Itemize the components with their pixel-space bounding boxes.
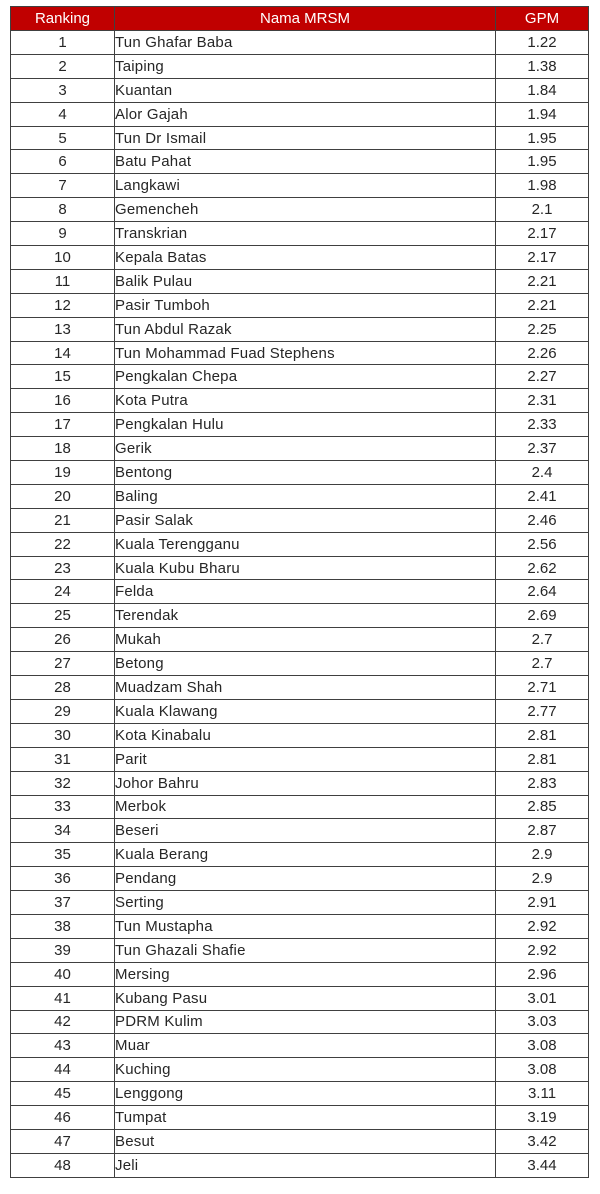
mrsm-name-cell: Pengkalan Chepa	[115, 365, 496, 389]
mrsm-name-cell: Mersing	[115, 962, 496, 986]
rank-cell: 21	[11, 508, 115, 532]
table-row	[11, 938, 589, 962]
gpm-cell: 2.69	[496, 604, 589, 628]
header-row	[11, 7, 589, 31]
gpm-cell: 2.85	[496, 795, 589, 819]
rank-cell: 11	[11, 269, 115, 293]
gpm-cell: 2.91	[496, 891, 589, 915]
mrsm-name-cell: Langkawi	[115, 174, 496, 198]
table-row	[11, 532, 589, 556]
table-row	[11, 795, 589, 819]
gpm-cell: 2.62	[496, 556, 589, 580]
mrsm-name-cell: Gemencheh	[115, 198, 496, 222]
table-row	[11, 1058, 589, 1082]
table-row	[11, 747, 589, 771]
mrsm-name-cell: Tun Ghazali Shafie	[115, 938, 496, 962]
gpm-cell: 2.33	[496, 413, 589, 437]
table-row	[11, 317, 589, 341]
mrsm-name-cell: Pendang	[115, 867, 496, 891]
table-row	[11, 293, 589, 317]
gpm-cell: 2.21	[496, 293, 589, 317]
table-row	[11, 246, 589, 270]
rank-cell: 43	[11, 1034, 115, 1058]
rank-cell: 27	[11, 652, 115, 676]
gpm-cell: 2.64	[496, 580, 589, 604]
table-row	[11, 723, 589, 747]
rank-cell: 45	[11, 1082, 115, 1106]
rank-cell: 40	[11, 962, 115, 986]
gpm-cell: 2.25	[496, 317, 589, 341]
table-row	[11, 819, 589, 843]
gpm-cell: 2.56	[496, 532, 589, 556]
mrsm-name-cell: Kuala Klawang	[115, 699, 496, 723]
rank-cell: 1	[11, 31, 115, 55]
table-row	[11, 1010, 589, 1034]
rank-cell: 33	[11, 795, 115, 819]
mrsm-name-cell: Kuala Kubu Bharu	[115, 556, 496, 580]
mrsm-name-cell: Kuala Terengganu	[115, 532, 496, 556]
gpm-cell: 3.08	[496, 1058, 589, 1082]
rank-cell: 6	[11, 150, 115, 174]
mrsm-name-cell: Baling	[115, 484, 496, 508]
gpm-cell: 2.27	[496, 365, 589, 389]
table-row	[11, 699, 589, 723]
mrsm-name-cell: Tun Ghafar Baba	[115, 31, 496, 55]
rank-cell: 7	[11, 174, 115, 198]
gpm-cell: 3.08	[496, 1034, 589, 1058]
gpm-cell: 1.94	[496, 102, 589, 126]
gpm-cell: 1.38	[496, 54, 589, 78]
gpm-cell: 3.11	[496, 1082, 589, 1106]
mrsm-name-cell: Kuching	[115, 1058, 496, 1082]
gpm-cell: 2.41	[496, 484, 589, 508]
rank-cell: 46	[11, 1106, 115, 1130]
table-header	[11, 7, 589, 31]
mrsm-name-cell: Tun Dr Ismail	[115, 126, 496, 150]
table-row	[11, 604, 589, 628]
rank-cell: 35	[11, 843, 115, 867]
mrsm-name-cell: Taiping	[115, 54, 496, 78]
table-row	[11, 413, 589, 437]
rank-cell: 31	[11, 747, 115, 771]
gpm-cell: 3.44	[496, 1153, 589, 1177]
table-row	[11, 461, 589, 485]
table-row	[11, 556, 589, 580]
rank-cell: 41	[11, 986, 115, 1010]
table-row	[11, 341, 589, 365]
mrsm-name-cell: Kota Kinabalu	[115, 723, 496, 747]
mrsm-name-cell: Felda	[115, 580, 496, 604]
mrsm-name-cell: Muar	[115, 1034, 496, 1058]
mrsm-name-cell: Tun Mustapha	[115, 914, 496, 938]
gpm-cell: 2.17	[496, 246, 589, 270]
table-row	[11, 102, 589, 126]
mrsm-name-cell: Transkrian	[115, 222, 496, 246]
table-row	[11, 1034, 589, 1058]
mrsm-name-cell: Besut	[115, 1129, 496, 1153]
table-row	[11, 508, 589, 532]
mrsm-name-cell: Mukah	[115, 628, 496, 652]
mrsm-name-cell: Kepala Batas	[115, 246, 496, 270]
gpm-cell: 2.46	[496, 508, 589, 532]
table-row	[11, 174, 589, 198]
gpm-cell: 2.1	[496, 198, 589, 222]
table-row	[11, 31, 589, 55]
gpm-cell: 2.31	[496, 389, 589, 413]
table-row	[11, 676, 589, 700]
mrsm-name-cell: Kuala Berang	[115, 843, 496, 867]
table-row	[11, 771, 589, 795]
table-row	[11, 150, 589, 174]
mrsm-name-cell: Pasir Salak	[115, 508, 496, 532]
ranking-sheet	[10, 6, 589, 1178]
mrsm-name-cell: Tumpat	[115, 1106, 496, 1130]
rank-cell: 37	[11, 891, 115, 915]
table-row	[11, 126, 589, 150]
rank-cell: 42	[11, 1010, 115, 1034]
table-row	[11, 580, 589, 604]
gpm-cell: 2.21	[496, 269, 589, 293]
rank-cell: 30	[11, 723, 115, 747]
rank-cell: 38	[11, 914, 115, 938]
rank-cell: 10	[11, 246, 115, 270]
gpm-cell: 2.87	[496, 819, 589, 843]
rank-cell: 13	[11, 317, 115, 341]
gpm-cell: 2.77	[496, 699, 589, 723]
mrsm-name-cell: Balik Pulau	[115, 269, 496, 293]
rank-cell: 47	[11, 1129, 115, 1153]
mrsm-name-cell: Parit	[115, 747, 496, 771]
rank-cell: 14	[11, 341, 115, 365]
rank-cell: 22	[11, 532, 115, 556]
table-row	[11, 652, 589, 676]
rank-cell: 4	[11, 102, 115, 126]
gpm-cell: 3.03	[496, 1010, 589, 1034]
rank-cell: 20	[11, 484, 115, 508]
table-row	[11, 843, 589, 867]
mrsm-name-cell: Beseri	[115, 819, 496, 843]
rank-cell: 18	[11, 437, 115, 461]
gpm-cell: 2.81	[496, 747, 589, 771]
rank-cell: 48	[11, 1153, 115, 1177]
mrsm-name-cell: Kubang Pasu	[115, 986, 496, 1010]
header-gpm: GPM	[496, 7, 589, 31]
rank-cell: 32	[11, 771, 115, 795]
mrsm-name-cell: Kota Putra	[115, 389, 496, 413]
gpm-cell: 1.22	[496, 31, 589, 55]
header-nama-mrsm: Nama MRSM	[115, 7, 496, 31]
mrsm-name-cell: Tun Mohammad Fuad Stephens	[115, 341, 496, 365]
table-row	[11, 867, 589, 891]
rank-cell: 3	[11, 78, 115, 102]
gpm-cell: 2.37	[496, 437, 589, 461]
gpm-cell: 3.42	[496, 1129, 589, 1153]
table-row	[11, 222, 589, 246]
rank-cell: 8	[11, 198, 115, 222]
gpm-cell: 2.4	[496, 461, 589, 485]
gpm-cell: 2.26	[496, 341, 589, 365]
gpm-cell: 2.92	[496, 914, 589, 938]
rank-cell: 44	[11, 1058, 115, 1082]
gpm-cell: 2.71	[496, 676, 589, 700]
ranking-table	[10, 6, 589, 1178]
mrsm-name-cell: Pasir Tumboh	[115, 293, 496, 317]
mrsm-name-cell: Batu Pahat	[115, 150, 496, 174]
rank-cell: 5	[11, 126, 115, 150]
table-row	[11, 78, 589, 102]
rank-cell: 17	[11, 413, 115, 437]
gpm-cell: 1.84	[496, 78, 589, 102]
table-body	[11, 31, 589, 1178]
table-row	[11, 1129, 589, 1153]
rank-cell: 36	[11, 867, 115, 891]
mrsm-name-cell: Betong	[115, 652, 496, 676]
rank-cell: 24	[11, 580, 115, 604]
rank-cell: 29	[11, 699, 115, 723]
rank-cell: 19	[11, 461, 115, 485]
table-row	[11, 54, 589, 78]
rank-cell: 26	[11, 628, 115, 652]
table-row	[11, 891, 589, 915]
gpm-cell: 2.92	[496, 938, 589, 962]
gpm-cell: 2.17	[496, 222, 589, 246]
mrsm-name-cell: Serting	[115, 891, 496, 915]
rank-cell: 28	[11, 676, 115, 700]
gpm-cell: 1.98	[496, 174, 589, 198]
rank-cell: 25	[11, 604, 115, 628]
rank-cell: 34	[11, 819, 115, 843]
header-ranking: Ranking	[11, 7, 115, 31]
rank-cell: 12	[11, 293, 115, 317]
table-row	[11, 389, 589, 413]
mrsm-name-cell: Muadzam Shah	[115, 676, 496, 700]
mrsm-name-cell: Alor Gajah	[115, 102, 496, 126]
rank-cell: 23	[11, 556, 115, 580]
gpm-cell: 3.01	[496, 986, 589, 1010]
mrsm-name-cell: Tun Abdul Razak	[115, 317, 496, 341]
mrsm-name-cell: Merbok	[115, 795, 496, 819]
rank-cell: 16	[11, 389, 115, 413]
gpm-cell: 2.83	[496, 771, 589, 795]
gpm-cell: 2.96	[496, 962, 589, 986]
table-row	[11, 437, 589, 461]
mrsm-name-cell: Bentong	[115, 461, 496, 485]
rank-cell: 9	[11, 222, 115, 246]
table-row	[11, 1153, 589, 1177]
table-row	[11, 484, 589, 508]
table-row	[11, 198, 589, 222]
rank-cell: 39	[11, 938, 115, 962]
mrsm-name-cell: Lenggong	[115, 1082, 496, 1106]
gpm-cell: 2.9	[496, 843, 589, 867]
table-row	[11, 986, 589, 1010]
mrsm-name-cell: Terendak	[115, 604, 496, 628]
gpm-cell: 3.19	[496, 1106, 589, 1130]
mrsm-name-cell: Johor Bahru	[115, 771, 496, 795]
rank-cell: 15	[11, 365, 115, 389]
gpm-cell: 2.7	[496, 628, 589, 652]
gpm-cell: 1.95	[496, 126, 589, 150]
table-row	[11, 962, 589, 986]
rank-cell: 2	[11, 54, 115, 78]
table-row	[11, 269, 589, 293]
mrsm-name-cell: PDRM Kulim	[115, 1010, 496, 1034]
table-row	[11, 365, 589, 389]
mrsm-name-cell: Pengkalan Hulu	[115, 413, 496, 437]
gpm-cell: 2.9	[496, 867, 589, 891]
table-row	[11, 1082, 589, 1106]
gpm-cell: 2.7	[496, 652, 589, 676]
mrsm-name-cell: Kuantan	[115, 78, 496, 102]
gpm-cell: 2.81	[496, 723, 589, 747]
mrsm-name-cell: Gerik	[115, 437, 496, 461]
mrsm-name-cell: Jeli	[115, 1153, 496, 1177]
gpm-cell: 1.95	[496, 150, 589, 174]
table-row	[11, 914, 589, 938]
table-row	[11, 628, 589, 652]
table-row	[11, 1106, 589, 1130]
